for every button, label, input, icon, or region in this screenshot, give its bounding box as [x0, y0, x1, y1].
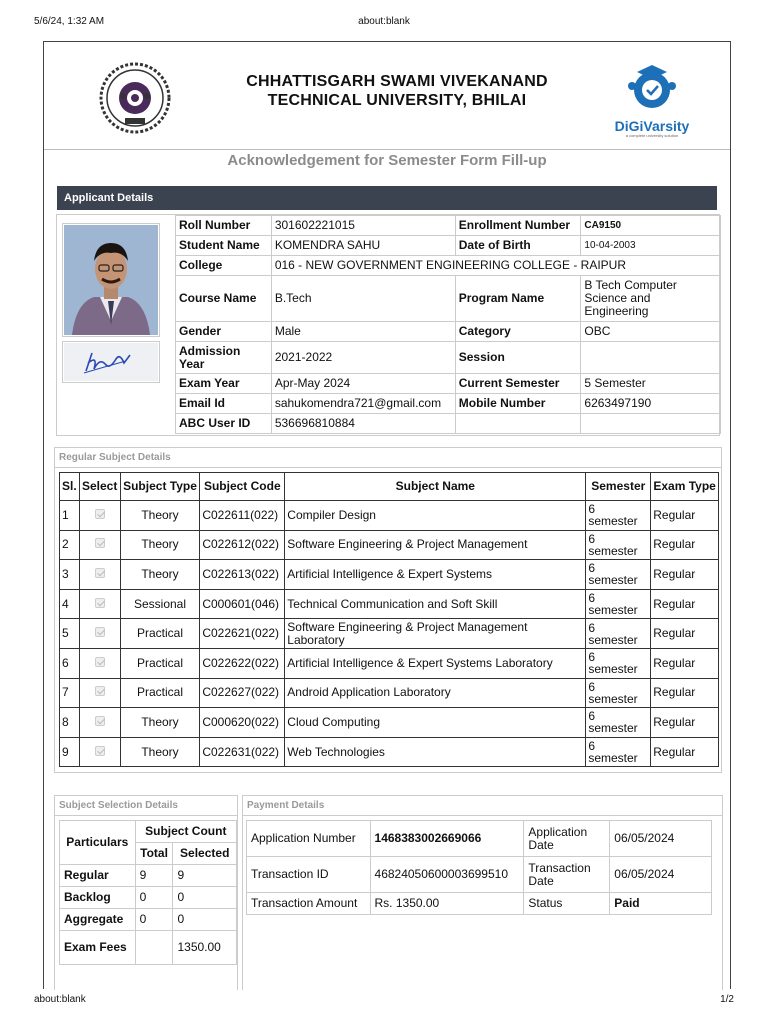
subject-select	[79, 737, 120, 767]
application-date-value: 06/05/2024	[610, 821, 712, 857]
backlog-total: 0	[135, 887, 173, 909]
semester-number: 6	[588, 531, 596, 546]
student-photo	[62, 223, 160, 337]
subject-type: Theory	[120, 737, 200, 767]
table-row	[60, 737, 719, 767]
table-row	[60, 560, 719, 590]
university-name-line2: TECHNICAL UNIVERSITY, BHILAI	[267, 92, 527, 109]
course-name-label: Course Name	[176, 276, 272, 322]
subject-name: Technical Communication and Soft Skill	[285, 589, 586, 619]
selected-header: Selected	[173, 843, 237, 865]
subject-exam-type: Regular	[651, 708, 719, 738]
semester-word: semester	[588, 573, 638, 588]
transaction-date-value: 06/05/2024	[610, 857, 712, 893]
subject-exam-type: Regular	[651, 560, 719, 590]
application-number-label: Application Number	[247, 821, 371, 857]
semester-number: 6	[588, 620, 596, 635]
mobile-label: Mobile Number	[455, 394, 581, 414]
subject-sl: 5	[60, 619, 80, 649]
subject-sl: 3	[60, 560, 80, 590]
student-signature	[62, 341, 160, 383]
select-checkbox[interactable]	[95, 509, 105, 519]
subject-semester	[586, 560, 651, 590]
subject-select	[79, 530, 120, 560]
college-label: College	[176, 256, 272, 276]
table-row	[60, 501, 719, 531]
semester-number: 6	[588, 591, 596, 606]
table-row	[60, 678, 719, 708]
print-footer	[34, 994, 734, 1008]
subject-code: C000620(022)	[200, 708, 285, 738]
selection-table	[59, 820, 237, 965]
subject-type: Practical	[120, 678, 200, 708]
subject-code: C022613(022)	[200, 560, 285, 590]
applicant-details-header: Applicant Details	[57, 186, 717, 210]
print-datetime: 5/6/24, 1:32 AM	[34, 16, 105, 27]
subject-exam-type: Regular	[651, 619, 719, 649]
subject-type: Sessional	[120, 589, 200, 619]
col-subject-code: Subject Code	[200, 473, 285, 501]
semester-number: 6	[588, 650, 596, 665]
semester-word: semester	[588, 662, 638, 677]
regular-label: Regular	[60, 865, 136, 887]
transaction-amount-value: Rs. 1350.00	[370, 893, 524, 915]
subject-table	[59, 472, 719, 767]
college-value: 016 - NEW GOVERNMENT ENGINEERING COLLEGE - RAIPUR	[271, 256, 720, 276]
roll-number-label: Roll Number	[176, 216, 272, 236]
subject-sl: 7	[60, 678, 80, 708]
semester-number: 6	[588, 739, 596, 754]
transaction-id-label: Transaction ID	[247, 857, 371, 893]
subject-sl: 4	[60, 589, 80, 619]
col-subject-name: Subject Name	[285, 473, 586, 501]
col-semester: Semester	[586, 473, 651, 501]
subject-name: Artificial Intelligence & Expert Systems	[285, 560, 586, 590]
select-checkbox[interactable]	[95, 598, 105, 608]
empty-cell	[455, 414, 581, 434]
total-header: Total	[135, 843, 173, 865]
semester-number: 6	[588, 502, 596, 517]
roll-number-value: 301602221015	[271, 216, 455, 236]
program-name-label: Program Name	[455, 276, 581, 322]
select-checkbox[interactable]	[95, 657, 105, 667]
email-label: Email Id	[176, 394, 272, 414]
admission-year-label: Admission Year	[176, 342, 272, 374]
subject-select	[79, 501, 120, 531]
subject-select	[79, 589, 120, 619]
abc-id-label: ABC User ID	[176, 414, 272, 434]
print-url: about:blank	[358, 16, 410, 27]
col-sl: Sl.	[60, 473, 80, 501]
subject-name: Software Engineering & Project Management Laboratory	[285, 619, 586, 649]
current-semester-label: Current Semester	[455, 374, 581, 394]
table-row	[60, 619, 719, 649]
program-name-value: B Tech Computer Science and Engineering	[581, 276, 721, 322]
subject-code: C022622(022)	[200, 648, 285, 678]
subject-code: C000601(046)	[200, 589, 285, 619]
table-row	[60, 530, 719, 560]
dob-label: Date of Birth	[455, 236, 581, 256]
select-checkbox[interactable]	[95, 746, 105, 756]
university-seal-icon	[99, 62, 171, 134]
abc-id-value: 536696810884	[271, 414, 455, 434]
exam-year-label: Exam Year	[176, 374, 272, 394]
subject-name: Compiler Design	[285, 501, 586, 531]
subject-exam-type: Regular	[651, 589, 719, 619]
particulars-header: Particulars	[60, 821, 136, 865]
semester-word: semester	[588, 603, 638, 618]
subject-sl: 9	[60, 737, 80, 767]
status-label: Status	[524, 893, 610, 915]
application-date-label: Application Date	[524, 821, 610, 857]
email-value: sahukomendra721@gmail.com	[271, 394, 455, 414]
subject-name: Android Application Laboratory	[285, 678, 586, 708]
regular-selected: 9	[173, 865, 237, 887]
subject-semester	[586, 708, 651, 738]
subject-selection-details	[54, 795, 238, 990]
regular-subject-caption: Regular Subject Details	[55, 448, 721, 468]
exam-year-value: Apr-May 2024	[271, 374, 455, 394]
payment-table	[246, 820, 712, 915]
gender-value: Male	[271, 322, 455, 342]
transaction-amount-label: Transaction Amount	[247, 893, 371, 915]
category-label: Category	[455, 322, 581, 342]
university-header	[44, 42, 730, 150]
subject-code: C022631(022)	[200, 737, 285, 767]
regular-subject-details	[54, 447, 722, 773]
subject-count-header: Subject Count	[135, 821, 236, 843]
student-name-label: Student Name	[176, 236, 272, 256]
applicant-details	[56, 214, 720, 436]
select-checkbox[interactable]	[95, 538, 105, 548]
student-name-value: KOMENDRA SAHU	[271, 236, 455, 256]
subject-type: Theory	[120, 501, 200, 531]
subject-select	[79, 678, 120, 708]
subject-sl: 1	[60, 501, 80, 531]
backlog-label: Backlog	[60, 887, 136, 909]
subject-sl: 2	[60, 530, 80, 560]
acknowledgement-title: Acknowledgement for Semester Form Fill-up	[227, 152, 547, 169]
subject-type: Practical	[120, 648, 200, 678]
subject-exam-type: Regular	[651, 501, 719, 531]
col-select: Select	[79, 473, 120, 501]
subject-name: Software Engineering & Project Management	[285, 530, 586, 560]
admission-year-value: 2021-2022	[271, 342, 455, 374]
subject-semester	[586, 648, 651, 678]
enrollment-number-value: CA9150	[581, 216, 721, 236]
graduation-cap-icon	[609, 62, 695, 114]
subject-exam-type: Regular	[651, 530, 719, 560]
table-row	[60, 589, 719, 619]
payment-details	[242, 795, 723, 990]
subject-select	[79, 619, 120, 649]
subject-sl: 8	[60, 708, 80, 738]
university-name	[184, 72, 610, 110]
semester-number: 6	[588, 709, 596, 724]
subject-semester	[586, 589, 651, 619]
exam-fees-total	[135, 931, 173, 965]
subject-select	[79, 648, 120, 678]
semester-number: 6	[588, 561, 596, 576]
subject-semester	[586, 737, 651, 767]
aggregate-label: Aggregate	[60, 909, 136, 931]
transaction-id-value: 46824050600003699510	[370, 857, 524, 893]
subject-exam-type: Regular	[651, 737, 719, 767]
semester-number: 6	[588, 679, 596, 694]
course-name-value: B.Tech	[271, 276, 455, 322]
backlog-selected: 0	[173, 887, 237, 909]
col-exam-type: Exam Type	[651, 473, 719, 501]
print-header	[34, 16, 734, 30]
subject-code: C022612(022)	[200, 530, 285, 560]
subject-semester	[586, 501, 651, 531]
aggregate-total: 0	[135, 909, 173, 931]
subject-code: C022611(022)	[200, 501, 285, 531]
table-row	[60, 648, 719, 678]
application-number-value: 1468383002669066	[370, 821, 524, 857]
enrollment-number-label: Enrollment Number	[455, 216, 581, 236]
empty-cell	[581, 414, 721, 434]
semester-word: semester	[588, 514, 638, 529]
gender-label: Gender	[176, 322, 272, 342]
subject-sl: 6	[60, 648, 80, 678]
selection-caption: Subject Selection Details	[55, 796, 237, 816]
semester-word: semester	[588, 751, 638, 766]
semester-word: semester	[588, 543, 638, 558]
subject-name: Web Technologies	[285, 737, 586, 767]
digivarsity-brand: DiGiVarsity	[614, 118, 690, 134]
semester-word: semester	[588, 691, 638, 706]
session-label: Session	[455, 342, 581, 374]
subject-type: Theory	[120, 708, 200, 738]
exam-fees-selected: 1350.00	[173, 931, 237, 965]
category-value: OBC	[581, 322, 721, 342]
subject-type: Theory	[120, 530, 200, 560]
select-checkbox[interactable]	[95, 627, 105, 637]
acknowledgement-sheet	[43, 41, 731, 989]
session-value	[581, 342, 721, 374]
digivarsity-tagline: a complete university solution	[625, 133, 679, 138]
university-name-line1: CHHATTISGARH SWAMI VIVEKANAND	[246, 73, 548, 90]
subject-semester	[586, 530, 651, 560]
subject-type: Practical	[120, 619, 200, 649]
subject-exam-type: Regular	[651, 678, 719, 708]
select-checkbox[interactable]	[95, 686, 105, 696]
subject-semester	[586, 619, 651, 649]
exam-fees-label: Exam Fees	[60, 931, 136, 965]
subject-select	[79, 560, 120, 590]
semester-word: semester	[588, 721, 638, 736]
select-checkbox[interactable]	[95, 716, 105, 726]
subject-code: C022621(022)	[200, 619, 285, 649]
student-photo-image	[64, 225, 158, 335]
subject-rows	[60, 501, 719, 767]
footer-url: about:blank	[34, 994, 86, 1005]
page-number: 1/2	[720, 994, 734, 1005]
subject-type: Theory	[120, 560, 200, 590]
subject-name: Artificial Intelligence & Expert Systems Laboratory	[285, 648, 586, 678]
semester-word: semester	[588, 632, 638, 647]
mobile-value: 6263497190	[581, 394, 721, 414]
signature-image	[64, 343, 158, 381]
applicant-info-table	[175, 215, 721, 434]
regular-total: 9	[135, 865, 173, 887]
current-semester-value: 5 Semester	[581, 374, 721, 394]
select-checkbox[interactable]	[95, 568, 105, 578]
subject-code: C022627(022)	[200, 678, 285, 708]
dob-value: 10-04-2003	[581, 236, 721, 256]
subject-semester	[586, 678, 651, 708]
subject-name: Cloud Computing	[285, 708, 586, 738]
status-value: Paid	[610, 893, 712, 915]
subject-exam-type: Regular	[651, 648, 719, 678]
transaction-date-label: Transaction Date	[524, 857, 610, 893]
col-subject-type: Subject Type	[120, 473, 200, 501]
subject-select	[79, 708, 120, 738]
table-row	[60, 708, 719, 738]
aggregate-selected: 0	[173, 909, 237, 931]
digivarsity-logo	[609, 62, 695, 138]
payment-caption: Payment Details	[243, 796, 722, 816]
